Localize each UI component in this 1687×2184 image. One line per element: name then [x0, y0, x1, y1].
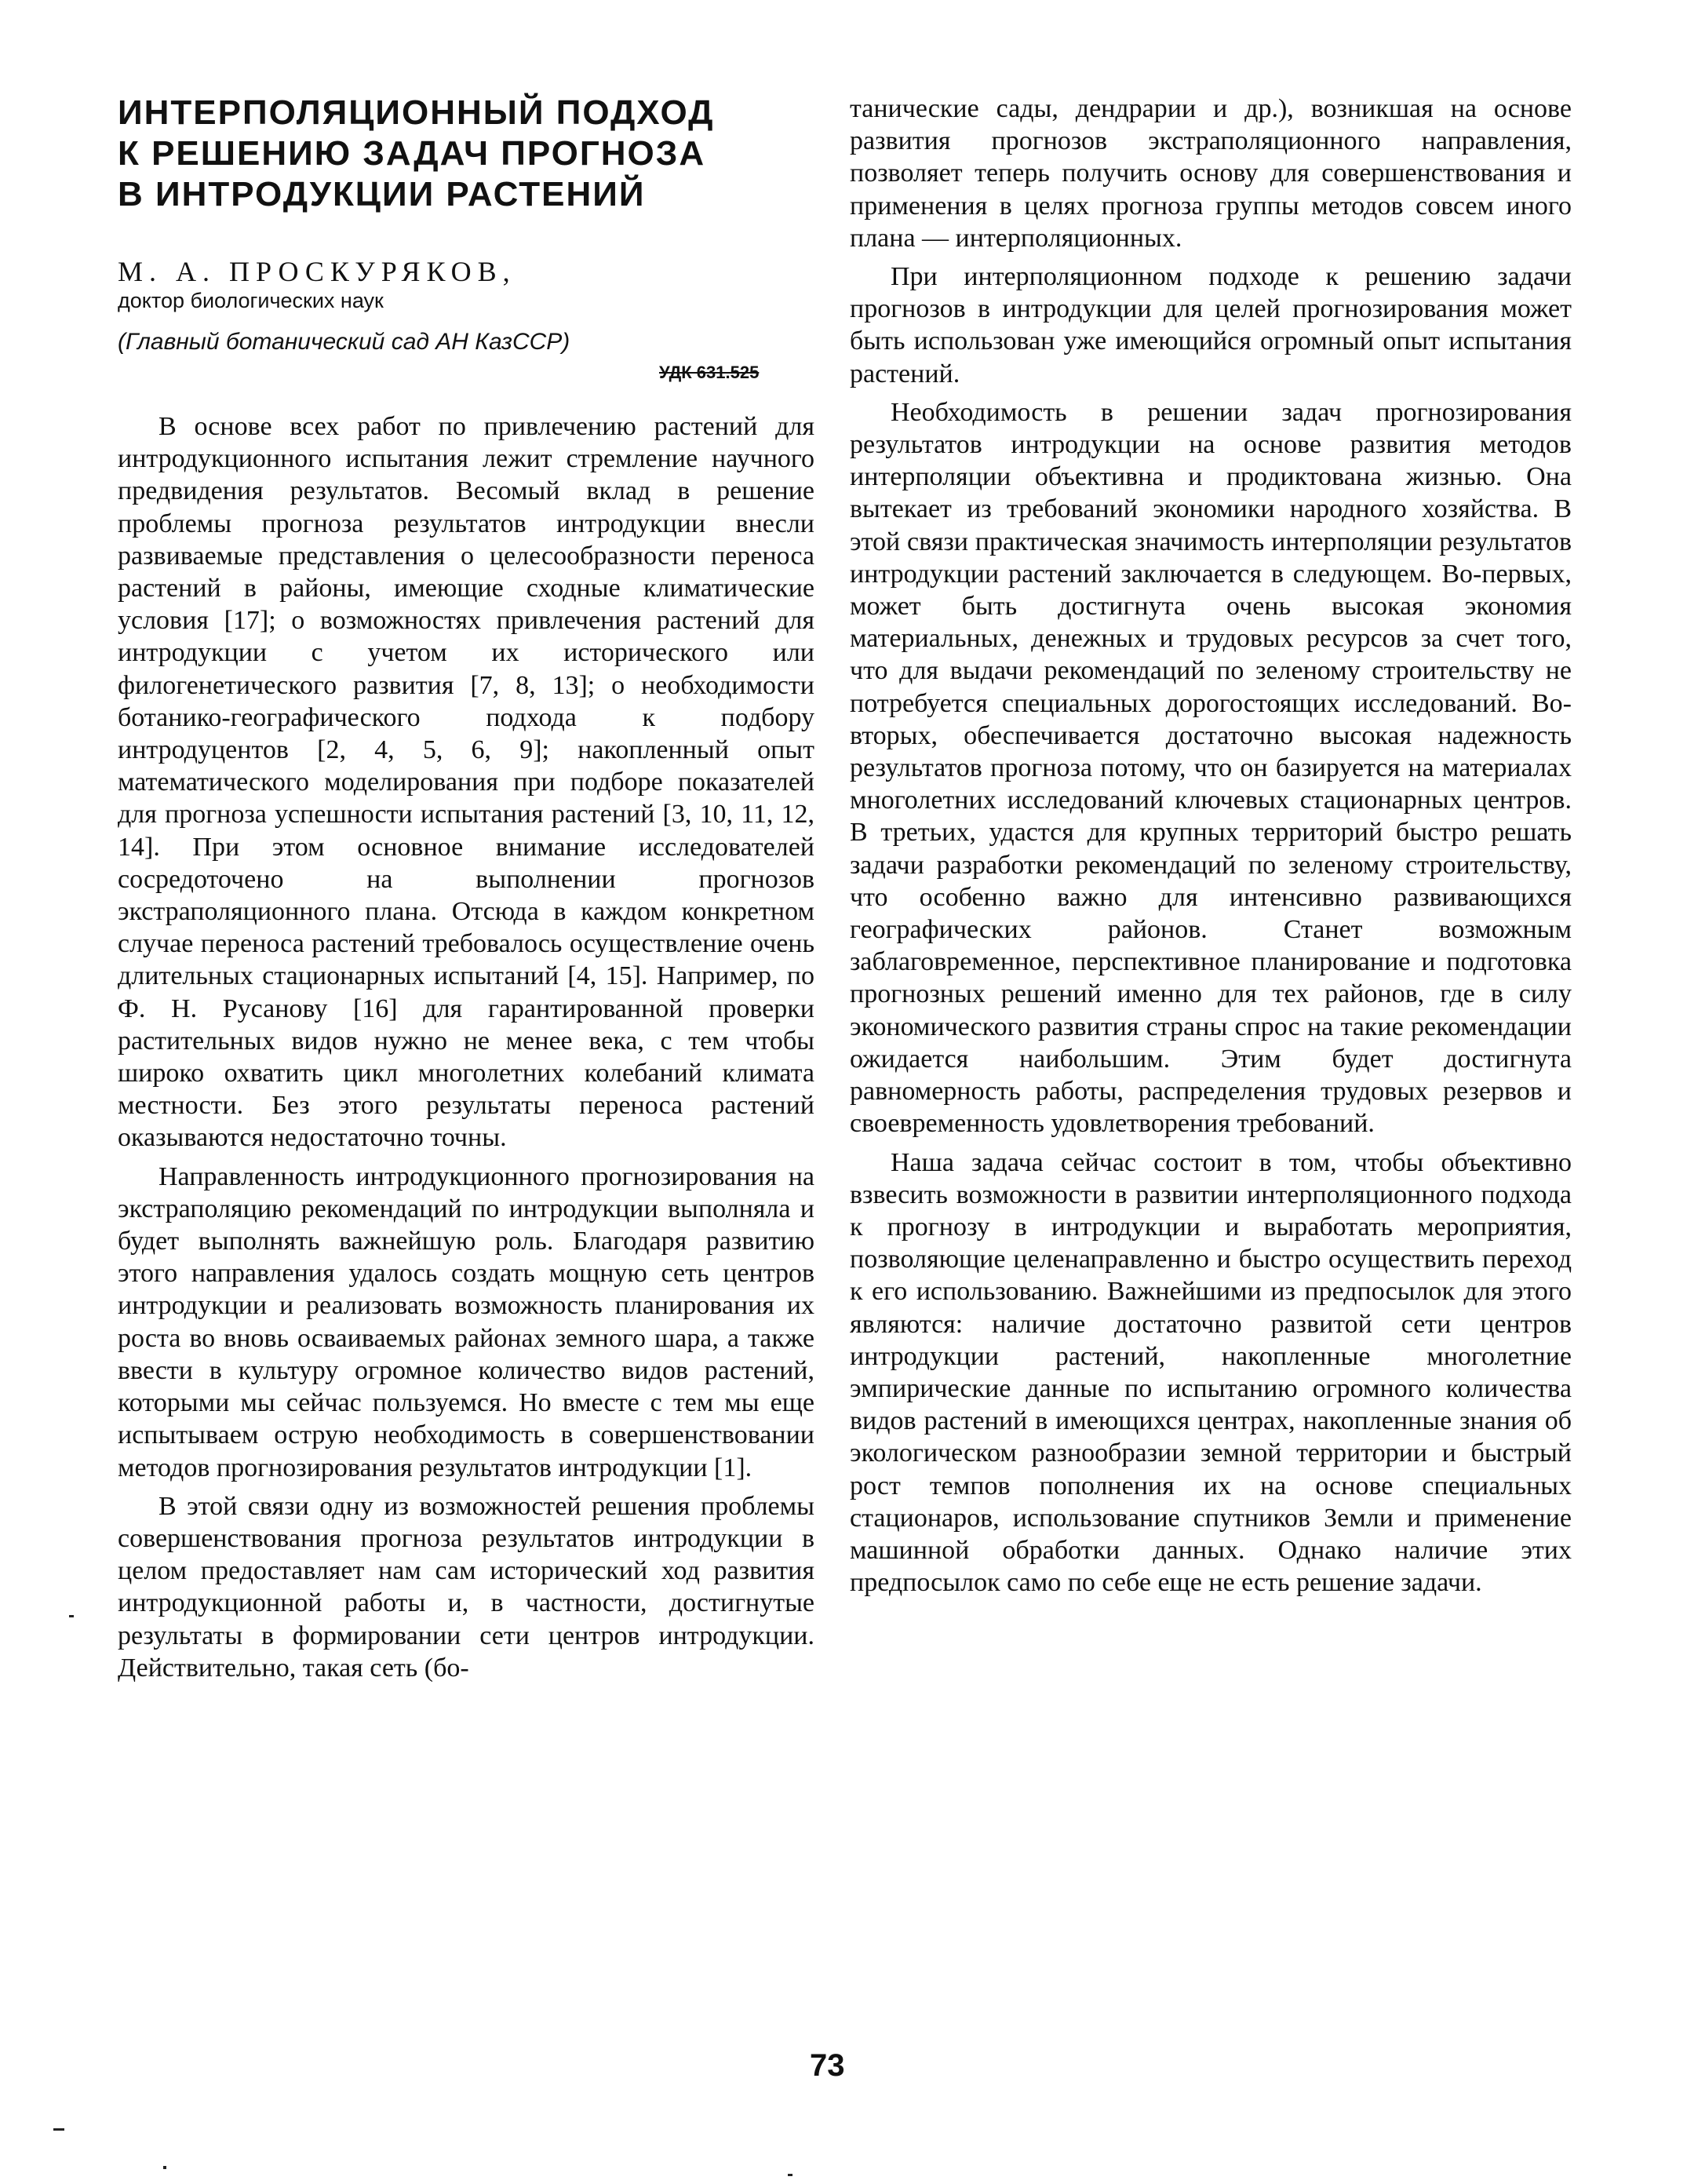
title-line: ИНТЕРПОЛЯЦИОННЫЙ ПОДХОД: [118, 93, 715, 132]
scan-speck: [788, 2174, 792, 2176]
paragraph: Направленность интродукционного прогнозирования на экстраполяцию рекомендаций по интродукции выполняла и будет выполнять важнейшую роль. Благодаря развитию этого направления удалось создать мощную сеть центров интродукции и реализовать возможность планирования их роста во вновь осваиваемых районах земного шара, а также ввести в культуру огромное количество видов растений, которыми мы сейчас пользуемся. Но вместе с тем мы еще испытываем острую необходимость в совершенствовании методов прогнозирования результатов интродукции [1].: [118, 1161, 814, 1482]
author-name: М. А. ПРОСКУРЯКОВ,: [118, 256, 516, 287]
paragraph: В этой связи одну из возможностей решения проблемы совершенствования прогноза результатов интродукции в целом предоставляет нам сам исторический ход развития интродукционной работы и, в частности, достигнутые результаты в формировании сети центров интродукции. Действительно, такая сеть (бо-: [118, 1491, 814, 1683]
title-line: В ИНТРОДУКЦИИ РАСТЕНИЙ: [118, 175, 646, 213]
paragraph: В основе всех работ по привлечению растений для интродукционного испытания лежит стремление научного предвидения результатов. Весомый вклад в решение проблемы прогноза результатов интродукции внесли развиваемые представления о целесообразности переноса растений в районы, имеющие сходные климатические условия [17]; о возможностях привлечения растений для интродукции с учетом их исторического или филогенетического развития [7, 8, 13]; о необходимости ботанико-географического подхода к подбору интродуцентов [2, 4, 5, 6, 9]; накопленный опыт математического моделирования при подборе показателей для прогноза успешности испытания растений [3, 10, 11, 12, 14]. При этом основное внимание исследователей сосредоточено на выполнении прогнозов экстраполяционного плана. Отсюда в каждом конкретном случае переноса растений требовалось осуществление очень длительных стационарных испытаний [4, 15]. Например, по Ф. Н. Русанову [16] для гарантированной проверки растительных видов нужно не менее века, с тем чтобы широко охватить цикл многолетних колебаний климата местности. Без этого результаты переноса растений оказываются недостаточно точны.: [118, 412, 814, 1153]
page-number: 73: [810, 2048, 845, 2083]
scan-speck: [69, 1615, 74, 1617]
udc-code: УДК 631.525: [659, 363, 760, 382]
paragraph-continued: танические сады, дендрарии и др.), возникшая на основе развития прогнозов экстраполяционного направления, позволяет теперь получить основу для совершенствования и применения в целях прогноза группы методов совсем иного плана — интерполяционных.: [850, 94, 1572, 253]
paragraph: Наша задача сейчас состоит в том, чтобы объективно взвесить возможности в развитии интерполяционного подхода к прогнозу в интродукции и выработать мероприятия, позволяющие целенаправленно и быстро осуществить переход к его использованию. Важнейшими из предпосылок для этого являются: наличие достаточно развитой сети центров интродукции растений, накопленные многолетние эмпирические данные по испытанию огромного количества видов растений в имеющихся центрах, накопленные знания об экологическом разнообразии земной территории и быстрый рост темпов пополнения их на основе специальных стационаров, использование спутников Земли и применение машинной обработки данных. Однако наличие этих предпосылок само по себе еще не есть решение задачи.: [850, 1147, 1572, 1598]
paragraph: При интерполяционном подходе к решению задачи прогнозов в интродукции для целей прогнозирования может быть использован уже имеющийся огромный опыт испытания растений.: [850, 262, 1572, 388]
scan-speck: [163, 2166, 166, 2169]
article-title: [118, 93, 814, 215]
paragraph: Необходимость в решении задач прогнозирования результатов интродукции на основе развития методов интерполяции объективна и продиктована жизнью. Она вытекает из требований экономики народного хозяйства. В этой связи практическая значимость интерполяции результатов интродукции растений заключается в следующем. Во-первых, может быть достигнута очень высокая экономия материальных, денежных и трудовых ресурсов за счет того, что для выдачи рекомендаций по зеленому строительству не потребуется специальных дорогостоящих исследований. Во-вторых, обеспечивается достаточно высокая надежность результатов прогноза потому, что он базируется на материалах многолетних исследований ключевых стационарных центров. В третьих, удастся для крупных территорий быстро решать задачи разработки рекомендаций по зеленому строительству, что особенно важно для интенсивно развивающихся географических районов. Станет возможным заблаговременное, перспективное планирование и подготовка прогнозных решений именно для тех районов, где в силу экономического развития страны спрос на такие рекомендации ожидается наибольшим. Этим будет достигнута равномерность работы, распределения трудовых резервов и своевременность удовлетворения требований.: [850, 397, 1572, 1139]
title-line: К РЕШЕНИЮ ЗАДАЧ ПРОГНОЗА: [118, 134, 706, 173]
right-column-body: [850, 93, 1572, 1605]
author-affiliation: (Главный ботанический сад АН КазССР): [118, 329, 570, 355]
scan-speck: [53, 2128, 64, 2131]
author-degree: доктор биологических наук: [118, 289, 384, 312]
left-column-body: [118, 410, 814, 1690]
